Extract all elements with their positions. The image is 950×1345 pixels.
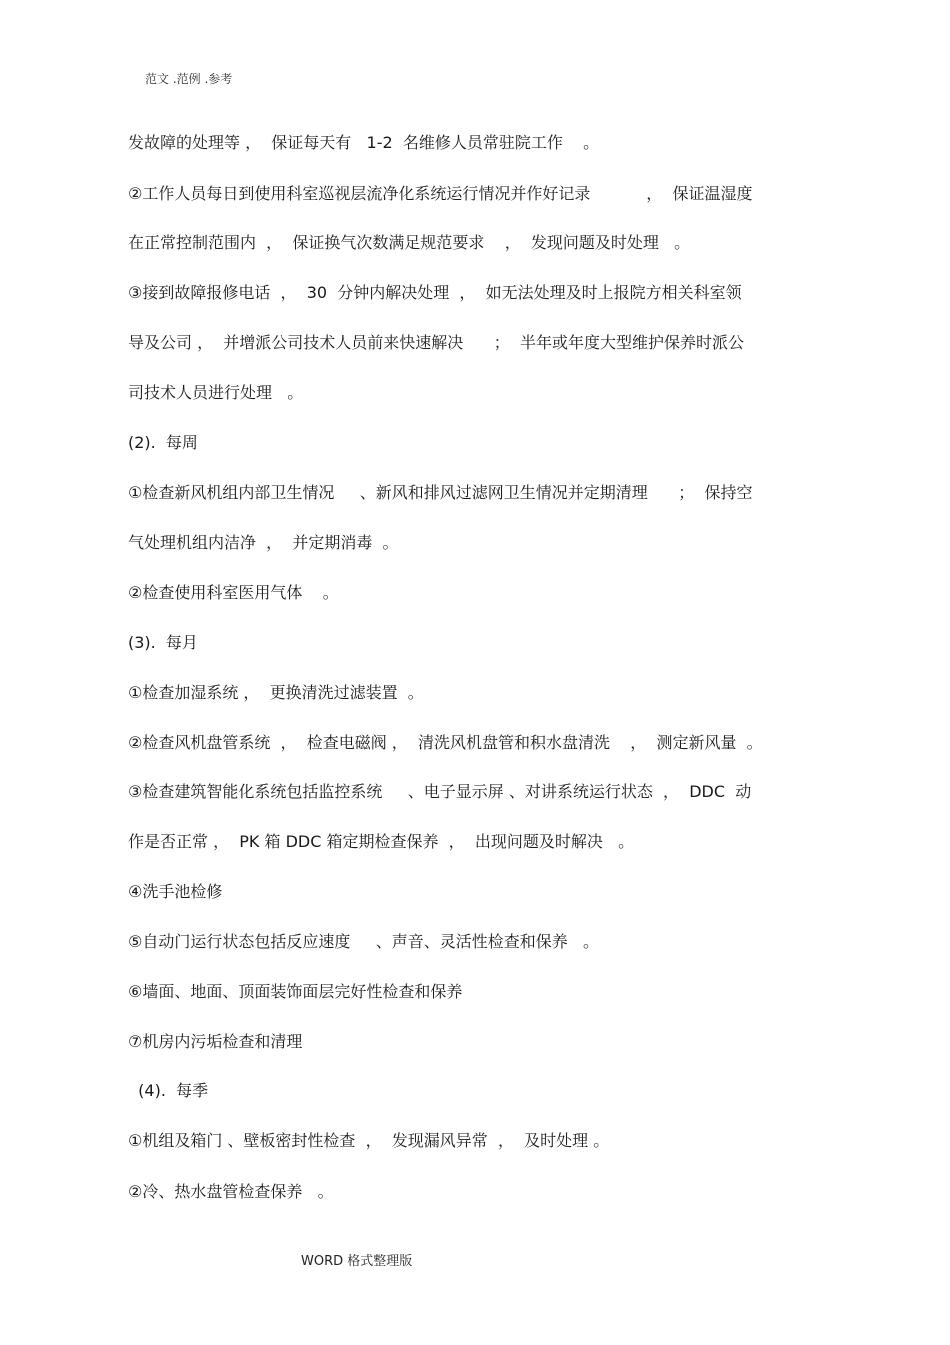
text-line: 在正常控制范围内 ， 保证换气次数满足规范要求 ， 发现问题及时处理 。 bbox=[128, 233, 691, 252]
text-line: 作是否正常 ， PK 箱 DDC 箱定期检查保养 ， 出现问题及时解决 。 bbox=[128, 832, 635, 851]
page-footer: WORD 格式整理版 bbox=[301, 1254, 413, 1269]
section-heading: (4). 每季 bbox=[128, 1081, 209, 1100]
text-line: ①检查加湿系统 ， 更换清洗过滤装置 。 bbox=[128, 683, 424, 702]
page-header: 范文 .范例 .参考 bbox=[145, 72, 233, 86]
text-line: ②检查使用科室医用气体 。 bbox=[128, 583, 339, 602]
text-line: ②工作人员每日到使用科室巡视层流净化系统运行情况并作好记录 ， 保证温湿度 bbox=[128, 184, 753, 203]
section-heading: (3). 每月 bbox=[128, 633, 198, 652]
text-line: ④洗手池检修 bbox=[128, 882, 223, 901]
text-line: ⑦机房内污垢检查和清理 bbox=[128, 1032, 303, 1051]
section-heading: (2). 每周 bbox=[128, 433, 198, 452]
text-line: ①机组及箱门 、壁板密封性检查 ， 发现漏风异常 ， 及时处理 。 bbox=[128, 1131, 610, 1150]
text-line: ⑤自动门运行状态包括反应速度 、声音、灵活性检查和保养 。 bbox=[128, 932, 600, 951]
text-line: 司技术人员进行处理 。 bbox=[128, 383, 304, 402]
text-line: 气处理机组内洁净 ， 并定期消毒 。 bbox=[128, 533, 399, 552]
text-line: 导及公司 ， 并增派公司技术人员前来快速解决 ； 半年或年度大型维护保养时派公 bbox=[128, 333, 744, 352]
text-line: ②检查风机盘管系统 ， 检查电磁阀 ， 清洗风机盘管和积水盘清洗 ， 测定新风量 。 bbox=[128, 733, 763, 752]
text-line: ⑥墙面、地面、顶面装饰面层完好性检查和保养 bbox=[128, 982, 463, 1001]
text-line: ①检查新风机组内部卫生情况 、新风和排风过滤网卫生情况并定期清理 ； 保持空 bbox=[128, 483, 753, 502]
text-line: ③接到故障报修电话 ， 30 分钟内解决处理 ， 如无法处理及时上报院方相关科室领 bbox=[128, 283, 742, 302]
text-line: 发故障的处理等 ， 保证每天有 1-2 名维修人员常驻院工作 。 bbox=[128, 133, 600, 152]
text-line: ③检查建筑智能化系统包括监控系统 、电子显示屏 、对讲系统运行状态 ， DDC 动 bbox=[128, 782, 752, 801]
text-line: ②冷、热水盘管检查保养 。 bbox=[128, 1182, 334, 1201]
